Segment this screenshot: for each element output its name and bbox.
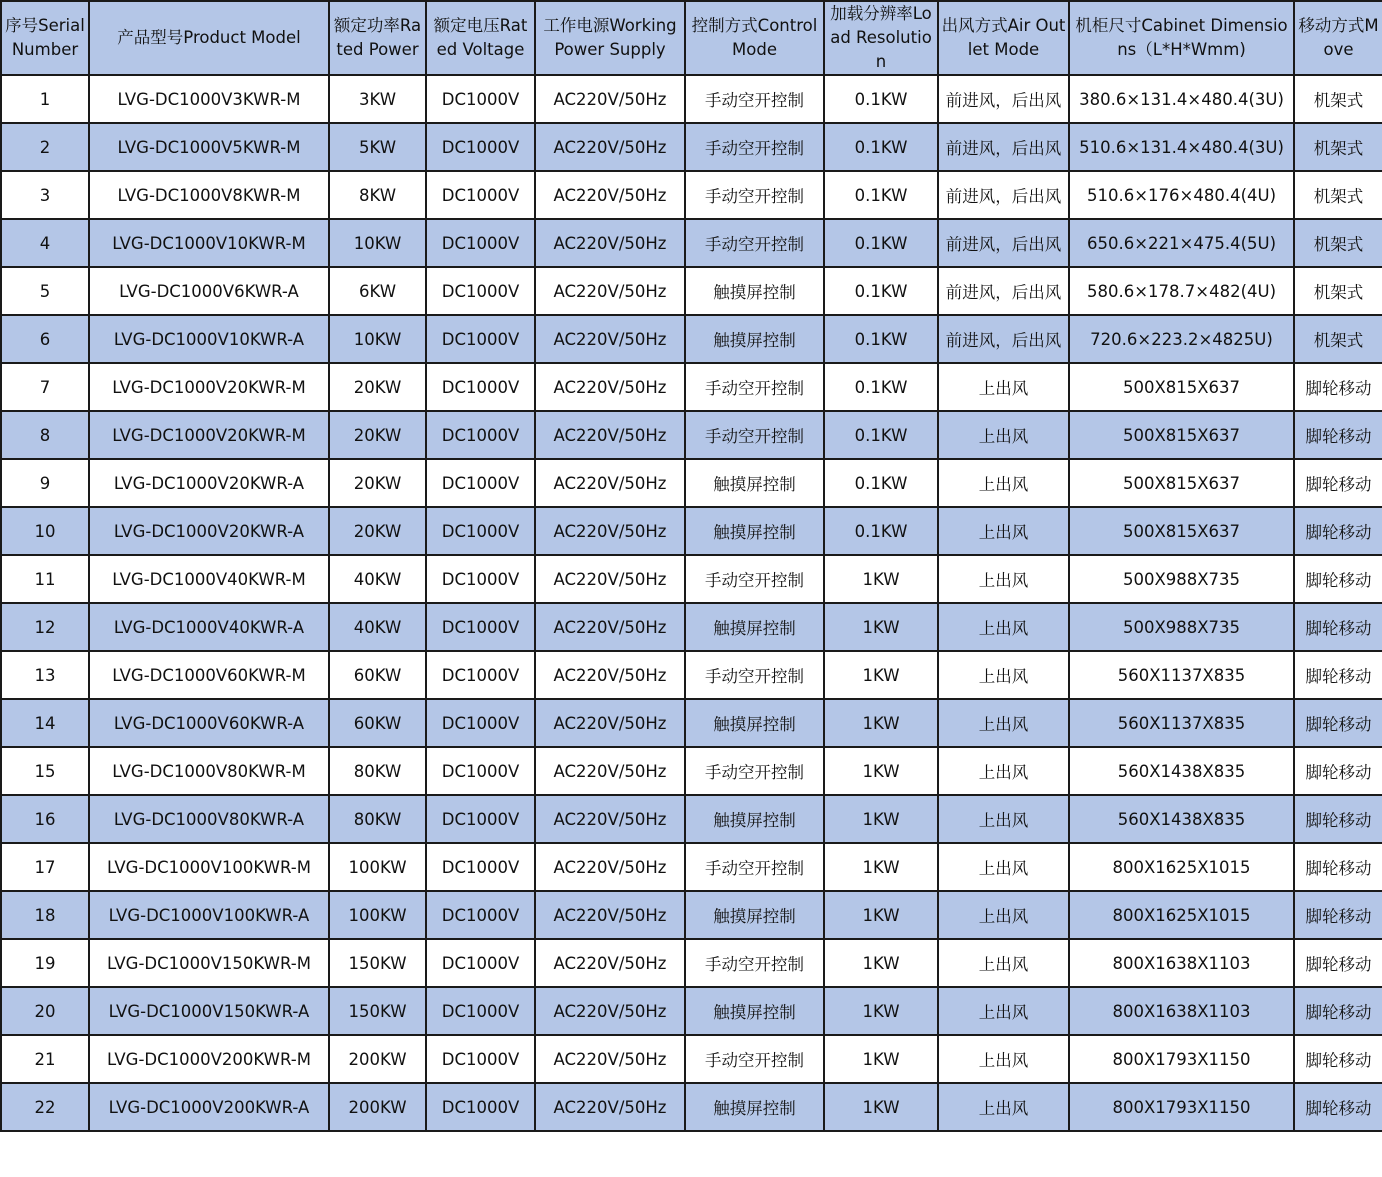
cell-move: 脚轮移动 [1294, 795, 1382, 843]
cell-cabinet-dimensions: 500X815X637 [1069, 363, 1294, 411]
cell-move: 脚轮移动 [1294, 891, 1382, 939]
cell-cabinet-dimensions: 800X1793X1150 [1069, 1035, 1294, 1083]
cell-rated-power: 6KW [329, 267, 426, 315]
cell-working-power-supply: AC220V/50Hz [535, 843, 685, 891]
cell-working-power-supply: AC220V/50Hz [535, 411, 685, 459]
cell-rated-power: 8KW [329, 171, 426, 219]
cell-control-mode: 触摸屏控制 [685, 1083, 824, 1131]
table-row [1, 1035, 1382, 1083]
cell-move: 脚轮移动 [1294, 603, 1382, 651]
cell-rated-voltage: DC1000V [426, 123, 535, 171]
cell-rated-power: 5KW [329, 123, 426, 171]
cell-control-mode: 手动空开控制 [685, 747, 824, 795]
cell-move: 脚轮移动 [1294, 747, 1382, 795]
table-row [1, 939, 1382, 987]
cell-serial-number: 21 [1, 1035, 89, 1083]
cell-working-power-supply: AC220V/50Hz [535, 603, 685, 651]
cell-air-outlet-mode: 上出风 [938, 651, 1069, 699]
cell-product-model: LVG-DC1000V200KWR-M [89, 1035, 329, 1083]
cell-cabinet-dimensions: 560X1137X835 [1069, 651, 1294, 699]
cell-load-resolution: 1KW [824, 699, 938, 747]
table-row [1, 843, 1382, 891]
cell-rated-power: 150KW [329, 939, 426, 987]
cell-air-outlet-mode: 上出风 [938, 507, 1069, 555]
table-row [1, 699, 1382, 747]
cell-control-mode: 手动空开控制 [685, 411, 824, 459]
cell-air-outlet-mode: 上出风 [938, 987, 1069, 1035]
cell-move: 机架式 [1294, 75, 1382, 123]
cell-control-mode: 触摸屏控制 [685, 891, 824, 939]
cell-cabinet-dimensions: 500X815X637 [1069, 459, 1294, 507]
cell-air-outlet-mode: 上出风 [938, 747, 1069, 795]
cell-product-model: LVG-DC1000V6KWR-A [89, 267, 329, 315]
table-row [1, 507, 1382, 555]
cell-cabinet-dimensions: 510.6×131.4×480.4(3U) [1069, 123, 1294, 171]
cell-rated-voltage: DC1000V [426, 363, 535, 411]
cell-product-model: LVG-DC1000V10KWR-M [89, 219, 329, 267]
cell-control-mode: 触摸屏控制 [685, 267, 824, 315]
cell-product-model: LVG-DC1000V20KWR-A [89, 459, 329, 507]
cell-cabinet-dimensions: 380.6×131.4×480.4(3U) [1069, 75, 1294, 123]
cell-serial-number: 2 [1, 123, 89, 171]
cell-air-outlet-mode: 上出风 [938, 699, 1069, 747]
cell-product-model: LVG-DC1000V40KWR-A [89, 603, 329, 651]
cell-rated-voltage: DC1000V [426, 843, 535, 891]
table-row [1, 459, 1382, 507]
cell-rated-power: 200KW [329, 1035, 426, 1083]
cell-working-power-supply: AC220V/50Hz [535, 987, 685, 1035]
cell-load-resolution: 0.1KW [824, 363, 938, 411]
header-air-outlet-mode: 出风方式Air Outlet Mode [938, 1, 1069, 75]
cell-rated-power: 60KW [329, 699, 426, 747]
cell-product-model: LVG-DC1000V10KWR-A [89, 315, 329, 363]
cell-product-model: LVG-DC1000V5KWR-M [89, 123, 329, 171]
cell-air-outlet-mode: 前进风，后出风 [938, 267, 1069, 315]
cell-load-resolution: 0.1KW [824, 171, 938, 219]
cell-rated-power: 40KW [329, 603, 426, 651]
cell-control-mode: 手动空开控制 [685, 123, 824, 171]
cell-serial-number: 9 [1, 459, 89, 507]
cell-rated-power: 20KW [329, 363, 426, 411]
cell-cabinet-dimensions: 800X1625X1015 [1069, 891, 1294, 939]
cell-load-resolution: 1KW [824, 651, 938, 699]
cell-rated-voltage: DC1000V [426, 315, 535, 363]
cell-rated-voltage: DC1000V [426, 939, 535, 987]
cell-rated-voltage: DC1000V [426, 1083, 535, 1131]
cell-working-power-supply: AC220V/50Hz [535, 507, 685, 555]
cell-rated-power: 150KW [329, 987, 426, 1035]
cell-rated-voltage: DC1000V [426, 411, 535, 459]
cell-air-outlet-mode: 上出风 [938, 459, 1069, 507]
cell-air-outlet-mode: 前进风，后出风 [938, 75, 1069, 123]
cell-serial-number: 6 [1, 315, 89, 363]
cell-air-outlet-mode: 前进风，后出风 [938, 123, 1069, 171]
cell-working-power-supply: AC220V/50Hz [535, 267, 685, 315]
cell-control-mode: 手动空开控制 [685, 1035, 824, 1083]
cell-move: 脚轮移动 [1294, 555, 1382, 603]
cell-product-model: LVG-DC1000V80KWR-M [89, 747, 329, 795]
cell-serial-number: 7 [1, 363, 89, 411]
cell-serial-number: 10 [1, 507, 89, 555]
cell-air-outlet-mode: 前进风，后出风 [938, 219, 1069, 267]
cell-load-resolution: 1KW [824, 555, 938, 603]
cell-product-model: LVG-DC1000V80KWR-A [89, 795, 329, 843]
cell-serial-number: 19 [1, 939, 89, 987]
cell-air-outlet-mode: 上出风 [938, 1083, 1069, 1131]
header-cabinet-dimensions: 机柜尺寸Cabinet Dimensions（L*H*Wmm) [1069, 1, 1294, 75]
cell-working-power-supply: AC220V/50Hz [535, 315, 685, 363]
cell-working-power-supply: AC220V/50Hz [535, 747, 685, 795]
cell-load-resolution: 0.1KW [824, 267, 938, 315]
cell-cabinet-dimensions: 560X1137X835 [1069, 699, 1294, 747]
cell-working-power-supply: AC220V/50Hz [535, 123, 685, 171]
cell-rated-power: 20KW [329, 459, 426, 507]
cell-rated-voltage: DC1000V [426, 219, 535, 267]
cell-air-outlet-mode: 上出风 [938, 939, 1069, 987]
cell-air-outlet-mode: 上出风 [938, 795, 1069, 843]
cell-control-mode: 手动空开控制 [685, 555, 824, 603]
cell-rated-voltage: DC1000V [426, 651, 535, 699]
cell-air-outlet-mode: 上出风 [938, 603, 1069, 651]
cell-move: 脚轮移动 [1294, 1083, 1382, 1131]
cell-control-mode: 手动空开控制 [685, 219, 824, 267]
cell-working-power-supply: AC220V/50Hz [535, 75, 685, 123]
cell-move: 机架式 [1294, 219, 1382, 267]
cell-rated-power: 80KW [329, 747, 426, 795]
table-row [1, 1083, 1382, 1131]
cell-product-model: LVG-DC1000V100KWR-A [89, 891, 329, 939]
cell-move: 机架式 [1294, 315, 1382, 363]
cell-product-model: LVG-DC1000V60KWR-M [89, 651, 329, 699]
cell-serial-number: 1 [1, 75, 89, 123]
cell-cabinet-dimensions: 560X1438X835 [1069, 747, 1294, 795]
table-row [1, 171, 1382, 219]
cell-cabinet-dimensions: 800X1638X1103 [1069, 987, 1294, 1035]
cell-load-resolution: 1KW [824, 939, 938, 987]
cell-rated-voltage: DC1000V [426, 987, 535, 1035]
cell-load-resolution: 0.1KW [824, 507, 938, 555]
cell-serial-number: 4 [1, 219, 89, 267]
cell-move: 脚轮移动 [1294, 411, 1382, 459]
cell-rated-voltage: DC1000V [426, 555, 535, 603]
cell-product-model: LVG-DC1000V20KWR-M [89, 411, 329, 459]
cell-move: 脚轮移动 [1294, 843, 1382, 891]
cell-load-resolution: 1KW [824, 891, 938, 939]
cell-rated-voltage: DC1000V [426, 795, 535, 843]
cell-move: 脚轮移动 [1294, 699, 1382, 747]
cell-load-resolution: 1KW [824, 843, 938, 891]
cell-control-mode: 触摸屏控制 [685, 459, 824, 507]
cell-rated-voltage: DC1000V [426, 747, 535, 795]
cell-control-mode: 手动空开控制 [685, 651, 824, 699]
cell-load-resolution: 0.1KW [824, 75, 938, 123]
header-row [1, 1, 1382, 75]
cell-move: 脚轮移动 [1294, 459, 1382, 507]
table-row [1, 219, 1382, 267]
cell-cabinet-dimensions: 580.6×178.7×482(4U) [1069, 267, 1294, 315]
cell-working-power-supply: AC220V/50Hz [535, 555, 685, 603]
cell-rated-voltage: DC1000V [426, 507, 535, 555]
cell-serial-number: 15 [1, 747, 89, 795]
cell-air-outlet-mode: 前进风，后出风 [938, 171, 1069, 219]
cell-product-model: LVG-DC1000V3KWR-M [89, 75, 329, 123]
cell-move: 脚轮移动 [1294, 1035, 1382, 1083]
cell-rated-power: 20KW [329, 507, 426, 555]
table-row [1, 411, 1382, 459]
table-row [1, 75, 1382, 123]
cell-product-model: LVG-DC1000V150KWR-A [89, 987, 329, 1035]
cell-product-model: LVG-DC1000V20KWR-A [89, 507, 329, 555]
cell-working-power-supply: AC220V/50Hz [535, 219, 685, 267]
cell-move: 机架式 [1294, 123, 1382, 171]
cell-control-mode: 手动空开控制 [685, 939, 824, 987]
table-row [1, 747, 1382, 795]
header-control-mode: 控制方式Control Mode [685, 1, 824, 75]
cell-load-resolution: 1KW [824, 1083, 938, 1131]
cell-rated-power: 100KW [329, 843, 426, 891]
cell-product-model: LVG-DC1000V40KWR-M [89, 555, 329, 603]
cell-serial-number: 14 [1, 699, 89, 747]
cell-control-mode: 手动空开控制 [685, 843, 824, 891]
cell-serial-number: 20 [1, 987, 89, 1035]
cell-load-resolution: 1KW [824, 603, 938, 651]
header-working-power-supply: 工作电源Working Power Supply [535, 1, 685, 75]
header-load-resolution: 加载分辨率Load Resolution [824, 1, 938, 75]
table-row [1, 891, 1382, 939]
table-row [1, 363, 1382, 411]
cell-control-mode: 触摸屏控制 [685, 987, 824, 1035]
table-row [1, 555, 1382, 603]
header-product-model: 产品型号Product Model [89, 1, 329, 75]
cell-cabinet-dimensions: 720.6×223.2×4825U) [1069, 315, 1294, 363]
cell-product-model: LVG-DC1000V100KWR-M [89, 843, 329, 891]
cell-rated-power: 20KW [329, 411, 426, 459]
cell-rated-power: 10KW [329, 315, 426, 363]
cell-air-outlet-mode: 上出风 [938, 1035, 1069, 1083]
cell-control-mode: 触摸屏控制 [685, 507, 824, 555]
cell-load-resolution: 1KW [824, 987, 938, 1035]
cell-product-model: LVG-DC1000V8KWR-M [89, 171, 329, 219]
cell-rated-voltage: DC1000V [426, 75, 535, 123]
cell-move: 脚轮移动 [1294, 939, 1382, 987]
cell-cabinet-dimensions: 800X1625X1015 [1069, 843, 1294, 891]
cell-control-mode: 手动空开控制 [685, 363, 824, 411]
cell-serial-number: 22 [1, 1083, 89, 1131]
cell-rated-voltage: DC1000V [426, 603, 535, 651]
cell-serial-number: 13 [1, 651, 89, 699]
cell-load-resolution: 0.1KW [824, 411, 938, 459]
cell-load-resolution: 0.1KW [824, 315, 938, 363]
cell-working-power-supply: AC220V/50Hz [535, 651, 685, 699]
table-row [1, 123, 1382, 171]
cell-serial-number: 12 [1, 603, 89, 651]
cell-control-mode: 触摸屏控制 [685, 699, 824, 747]
cell-working-power-supply: AC220V/50Hz [535, 1035, 685, 1083]
cell-rated-voltage: DC1000V [426, 459, 535, 507]
cell-working-power-supply: AC220V/50Hz [535, 795, 685, 843]
cell-control-mode: 触摸屏控制 [685, 315, 824, 363]
cell-rated-power: 80KW [329, 795, 426, 843]
cell-cabinet-dimensions: 800X1638X1103 [1069, 939, 1294, 987]
cell-cabinet-dimensions: 500X988X735 [1069, 555, 1294, 603]
cell-cabinet-dimensions: 650.6×221×475.4(5U) [1069, 219, 1294, 267]
cell-cabinet-dimensions: 500X815X637 [1069, 507, 1294, 555]
cell-rated-voltage: DC1000V [426, 171, 535, 219]
cell-rated-voltage: DC1000V [426, 891, 535, 939]
cell-working-power-supply: AC220V/50Hz [535, 699, 685, 747]
table-row [1, 603, 1382, 651]
cell-serial-number: 11 [1, 555, 89, 603]
cell-rated-power: 200KW [329, 1083, 426, 1131]
cell-move: 脚轮移动 [1294, 507, 1382, 555]
cell-rated-power: 100KW [329, 891, 426, 939]
cell-serial-number: 17 [1, 843, 89, 891]
table-row [1, 315, 1382, 363]
cell-serial-number: 16 [1, 795, 89, 843]
table-row [1, 795, 1382, 843]
cell-move: 脚轮移动 [1294, 987, 1382, 1035]
cell-serial-number: 3 [1, 171, 89, 219]
cell-move: 机架式 [1294, 267, 1382, 315]
cell-control-mode: 手动空开控制 [685, 75, 824, 123]
cell-load-resolution: 0.1KW [824, 123, 938, 171]
cell-serial-number: 8 [1, 411, 89, 459]
cell-working-power-supply: AC220V/50Hz [535, 363, 685, 411]
cell-rated-voltage: DC1000V [426, 1035, 535, 1083]
cell-air-outlet-mode: 上出风 [938, 411, 1069, 459]
cell-cabinet-dimensions: 510.6×176×480.4(4U) [1069, 171, 1294, 219]
cell-load-resolution: 1KW [824, 1035, 938, 1083]
cell-cabinet-dimensions: 500X988X735 [1069, 603, 1294, 651]
cell-air-outlet-mode: 上出风 [938, 363, 1069, 411]
cell-air-outlet-mode: 上出风 [938, 555, 1069, 603]
header-rated-voltage: 额定电压Rated Voltage [426, 1, 535, 75]
cell-cabinet-dimensions: 560X1438X835 [1069, 795, 1294, 843]
cell-control-mode: 触摸屏控制 [685, 603, 824, 651]
cell-load-resolution: 1KW [824, 795, 938, 843]
table-row [1, 267, 1382, 315]
cell-rated-voltage: DC1000V [426, 267, 535, 315]
cell-move: 脚轮移动 [1294, 651, 1382, 699]
cell-cabinet-dimensions: 500X815X637 [1069, 411, 1294, 459]
header-move: 移动方式Move [1294, 1, 1382, 75]
cell-product-model: LVG-DC1000V20KWR-M [89, 363, 329, 411]
cell-working-power-supply: AC220V/50Hz [535, 171, 685, 219]
cell-air-outlet-mode: 上出风 [938, 843, 1069, 891]
cell-serial-number: 5 [1, 267, 89, 315]
cell-rated-power: 60KW [329, 651, 426, 699]
cell-move: 机架式 [1294, 171, 1382, 219]
cell-move: 脚轮移动 [1294, 363, 1382, 411]
cell-rated-power: 3KW [329, 75, 426, 123]
cell-serial-number: 18 [1, 891, 89, 939]
cell-cabinet-dimensions: 800X1793X1150 [1069, 1083, 1294, 1131]
cell-rated-power: 40KW [329, 555, 426, 603]
cell-control-mode: 手动空开控制 [685, 171, 824, 219]
cell-load-resolution: 1KW [824, 747, 938, 795]
cell-product-model: LVG-DC1000V200KWR-A [89, 1083, 329, 1131]
cell-working-power-supply: AC220V/50Hz [535, 1083, 685, 1131]
cell-rated-voltage: DC1000V [426, 699, 535, 747]
table-body [1, 75, 1382, 1131]
table-header [1, 1, 1382, 75]
cell-product-model: LVG-DC1000V150KWR-M [89, 939, 329, 987]
table-row [1, 651, 1382, 699]
cell-rated-power: 10KW [329, 219, 426, 267]
cell-working-power-supply: AC220V/50Hz [535, 459, 685, 507]
cell-load-resolution: 0.1KW [824, 219, 938, 267]
cell-control-mode: 触摸屏控制 [685, 795, 824, 843]
cell-working-power-supply: AC220V/50Hz [535, 891, 685, 939]
header-serial-number: 序号Serial Number [1, 1, 89, 75]
cell-load-resolution: 0.1KW [824, 459, 938, 507]
cell-air-outlet-mode: 上出风 [938, 891, 1069, 939]
cell-product-model: LVG-DC1000V60KWR-A [89, 699, 329, 747]
cell-air-outlet-mode: 前进风，后出风 [938, 315, 1069, 363]
cell-working-power-supply: AC220V/50Hz [535, 939, 685, 987]
header-rated-power: 额定功率Rated Power [329, 1, 426, 75]
table-row [1, 987, 1382, 1035]
